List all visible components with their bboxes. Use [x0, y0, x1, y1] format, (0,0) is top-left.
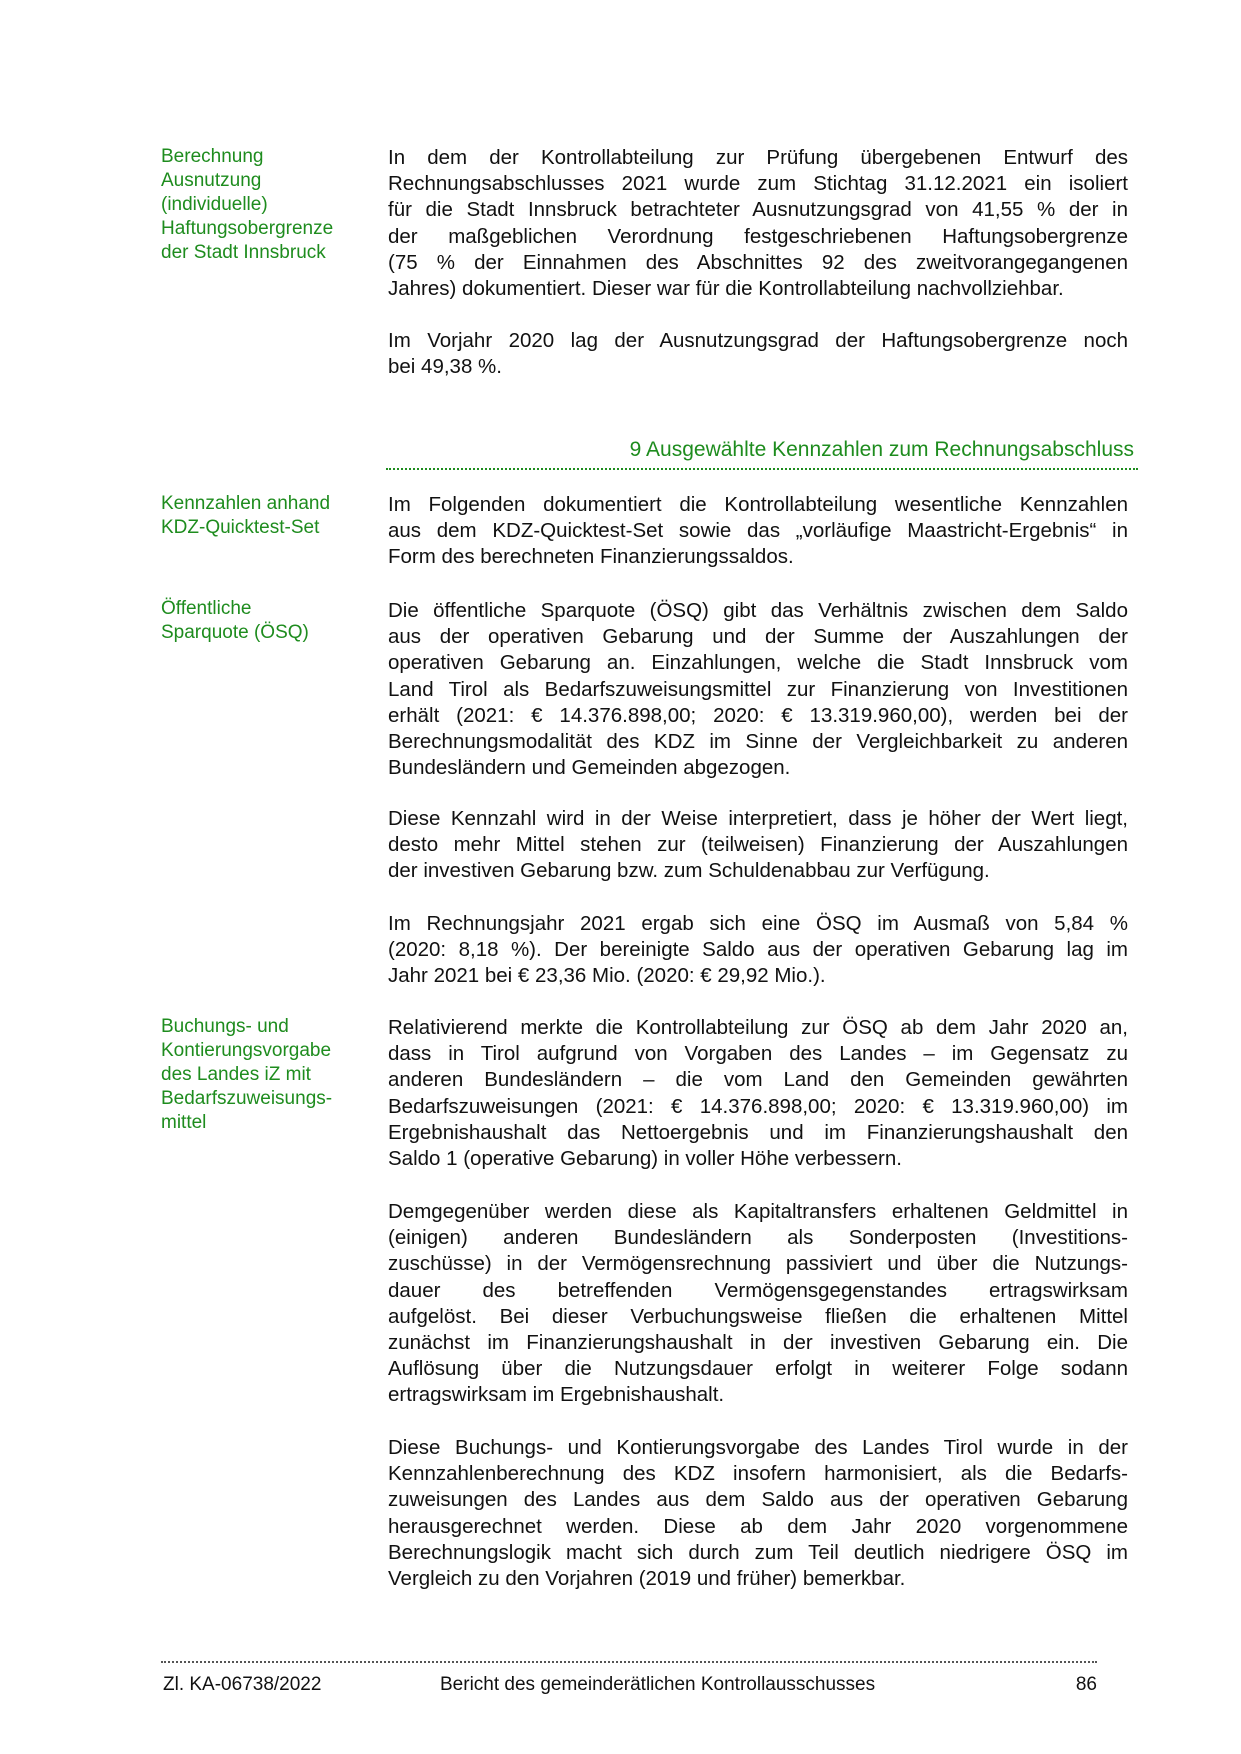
paragraph-line: anderen Bundesländern – die vom Land den Gemeinden gewährten: [388, 1068, 1128, 1092]
paragraph-line: Kennzahlenberechnung des KDZ insofern harmonisiert, als die Bedarfs-: [388, 1462, 1128, 1486]
margin-note-line: Kontierungsvorgabe: [161, 1040, 332, 1061]
paragraph-line: herausgerechnet werden. Diese ab dem Jahr 2020 vorgenommene: [388, 1514, 1128, 1538]
paragraph-line: aufgelöst. Bei dieser Verbuchungsweise fließen die erhaltenen Mittel: [388, 1304, 1128, 1328]
paragraph-line: desto mehr Mittel stehen zur (teilweisen) Finanzierung der Auszahlungen: [388, 833, 1128, 857]
body-paragraph: [388, 911, 1128, 990]
paragraph-line: der investiven Gebarung bzw. zum Schuldenabbau zur Verfügung.: [388, 859, 990, 883]
margin-note-line: des Landes iZ mit: [161, 1064, 311, 1085]
body-paragraph: [388, 1199, 1128, 1409]
paragraph-line: (75 % der Einnahmen des Abschnittes 92 des zweitvorangegangenen: [388, 250, 1128, 274]
margin-note-line: Buchungs- und: [161, 1016, 289, 1037]
body-paragraph: [388, 1015, 1128, 1172]
paragraph-line: Diese Kennzahl wird in der Weise interpretiert, dass je höher der Wert liegt,: [388, 807, 1128, 830]
paragraph-line: der maßgeblichen Verordnung festgeschriebenen Haftungsobergrenze: [388, 224, 1128, 248]
paragraph-line: Relativierend merkte die Kontrollabteilung zur ÖSQ ab dem Jahr 2020 an,: [388, 1016, 1128, 1039]
footer-reference: Zl. KA-06738/2022: [163, 1674, 322, 1695]
paragraph-line: (einigen) anderen Bundesländern als Sonderposten (Investitions-: [388, 1226, 1128, 1250]
margin-note-line: der Stadt Innsbruck: [161, 242, 326, 263]
paragraph-line: Bundesländern und Gemeinden abgezogen.: [388, 756, 791, 780]
paragraph-line: zuweisungen des Landes aus dem Saldo aus der operativen Gebarung: [388, 1488, 1128, 1512]
paragraph-line: Im Vorjahr 2020 lag der Ausnutzungsgrad der Haftungsobergrenze noch: [388, 329, 1128, 352]
body-paragraph: [388, 598, 1128, 781]
paragraph-line: Saldo 1 (operative Gebarung) in voller Höhe verbessern.: [388, 1146, 902, 1170]
paragraph-line: Ergebnishaushalt das Nettoergebnis und im Finanzierungshaushalt den: [388, 1120, 1128, 1144]
page-number: 86: [1075, 1674, 1097, 1695]
paragraph-line: für die Stadt Innsbruck betrachteter Ausnutzungsgrad von 41,55 % der in: [388, 198, 1128, 222]
body-paragraph: [388, 492, 1128, 571]
paragraph-line: Im Folgenden dokumentiert die Kontrollabteilung wesentliche Kennzahlen: [388, 493, 1128, 516]
heading-divider: [386, 468, 1138, 470]
paragraph-line: Vergleich zu den Vorjahren (2019 und früher) bemerkbar.: [388, 1566, 906, 1590]
margin-note-line: Ausnutzung: [161, 170, 262, 191]
margin-note-line: Öffentliche: [161, 598, 252, 619]
paragraph-line: Im Rechnungsjahr 2021 ergab sich eine ÖSQ im Ausmaß von 5,84 %: [388, 912, 1128, 935]
paragraph-line: ertragswirksam im Ergebnishaushalt.: [388, 1383, 725, 1407]
body-paragraph: [388, 145, 1128, 302]
margin-note-line: mittel: [161, 1112, 207, 1133]
body-paragraph: [388, 806, 1128, 885]
paragraph-line: In dem der Kontrollabteilung zur Prüfung übergebenen Entwurf des: [388, 146, 1128, 169]
paragraph-line: Auflösung über die Nutzungsdauer erfolgt in weiterer Folge sodann: [388, 1357, 1128, 1381]
section-heading: 9 Ausgewählte Kennzahlen zum Rechnungsabschluss: [629, 438, 1134, 461]
paragraph-line: zunächst im Finanzierungshaushalt in der investiven Gebarung ein. Die: [388, 1330, 1128, 1354]
margin-note: [161, 145, 361, 265]
paragraph-line: Jahr 2021 bei € 23,36 Mio. (2020: € 29,92 Mio.).: [388, 964, 826, 988]
paragraph-line: Form des berechneten Finanzierungssaldos.: [388, 545, 794, 569]
paragraph-line: dauer des betreffenden Vermögensgegenstandes ertragswirksam: [388, 1278, 1128, 1302]
paragraph-line: Bedarfszuweisungen (2021: € 14.376.898,00; 2020: € 13.319.960,00) im: [388, 1094, 1128, 1118]
paragraph-line: Berechnungsmodalität des KDZ im Sinne der Vergleichbarkeit zu anderen: [388, 729, 1128, 753]
margin-note-line: Bedarfszuweisungs-: [161, 1088, 333, 1109]
paragraph-line: operativen Gebarung an. Einzahlungen, welche die Stadt Innsbruck vom: [388, 651, 1128, 675]
margin-note-line: (individuelle): [161, 194, 268, 215]
paragraph-line: Rechnungsabschlusses 2021 wurde zum Stichtag 31.12.2021 ein isoliert: [388, 172, 1128, 196]
paragraph-line: erhält (2021: € 14.376.898,00; 2020: € 13.319.960,00), werden bei der: [388, 703, 1128, 727]
margin-note-line: KDZ-Quicktest-Set: [161, 517, 320, 538]
paragraph-line: bei 49,38 %.: [388, 355, 502, 379]
margin-note-line: Berechnung: [161, 146, 264, 167]
paragraph-line: zuschüsse) in der Vermögensrechnung passiviert und über die Nutzungs-: [388, 1252, 1128, 1276]
paragraph-line: Jahres) dokumentiert. Dieser war für die Kontrollabteilung nachvollziehbar.: [388, 276, 1064, 300]
margin-note: [161, 1015, 361, 1135]
footer-divider: [161, 1661, 1097, 1663]
paragraph-line: Demgegenüber werden diese als Kapitaltransfers erhaltenen Geldmittel in: [388, 1200, 1128, 1223]
margin-note: [161, 492, 361, 540]
margin-note: [161, 597, 361, 645]
margin-note-line: Haftungsobergrenze: [161, 218, 334, 239]
paragraph-line: dass in Tirol aufgrund von Vorgaben des Landes – im Gegensatz zu: [388, 1042, 1128, 1066]
paragraph-line: Land Tirol als Bedarfszuweisungsmittel zur Finanzierung von Investitionen: [388, 677, 1128, 701]
paragraph-line: Diese Buchungs- und Kontierungsvorgabe des Landes Tirol wurde in der: [388, 1436, 1128, 1459]
body-paragraph: [388, 1435, 1128, 1592]
paragraph-line: Berechnungslogik macht sich durch zum Teil deutlich niedrigere ÖSQ im: [388, 1540, 1128, 1564]
margin-note-line: Kennzahlen anhand: [161, 493, 331, 514]
paragraph-line: aus dem KDZ-Quicktest-Set sowie das „vorläufige Maastricht-Ergebnis“ in: [388, 519, 1128, 543]
paragraph-line: (2020: 8,18 %). Der bereinigte Saldo aus der operativen Gebarung lag im: [388, 938, 1128, 962]
body-paragraph: [388, 328, 1128, 380]
paragraph-line: aus der operativen Gebarung und der Summe der Auszahlungen der: [388, 625, 1128, 649]
paragraph-line: Die öffentliche Sparquote (ÖSQ) gibt das Verhältnis zwischen dem Saldo: [388, 599, 1128, 622]
footer-title: Bericht des gemeinderätlichen Kontrollausschusses: [440, 1674, 876, 1695]
margin-note-line: Sparquote (ÖSQ): [161, 622, 309, 643]
